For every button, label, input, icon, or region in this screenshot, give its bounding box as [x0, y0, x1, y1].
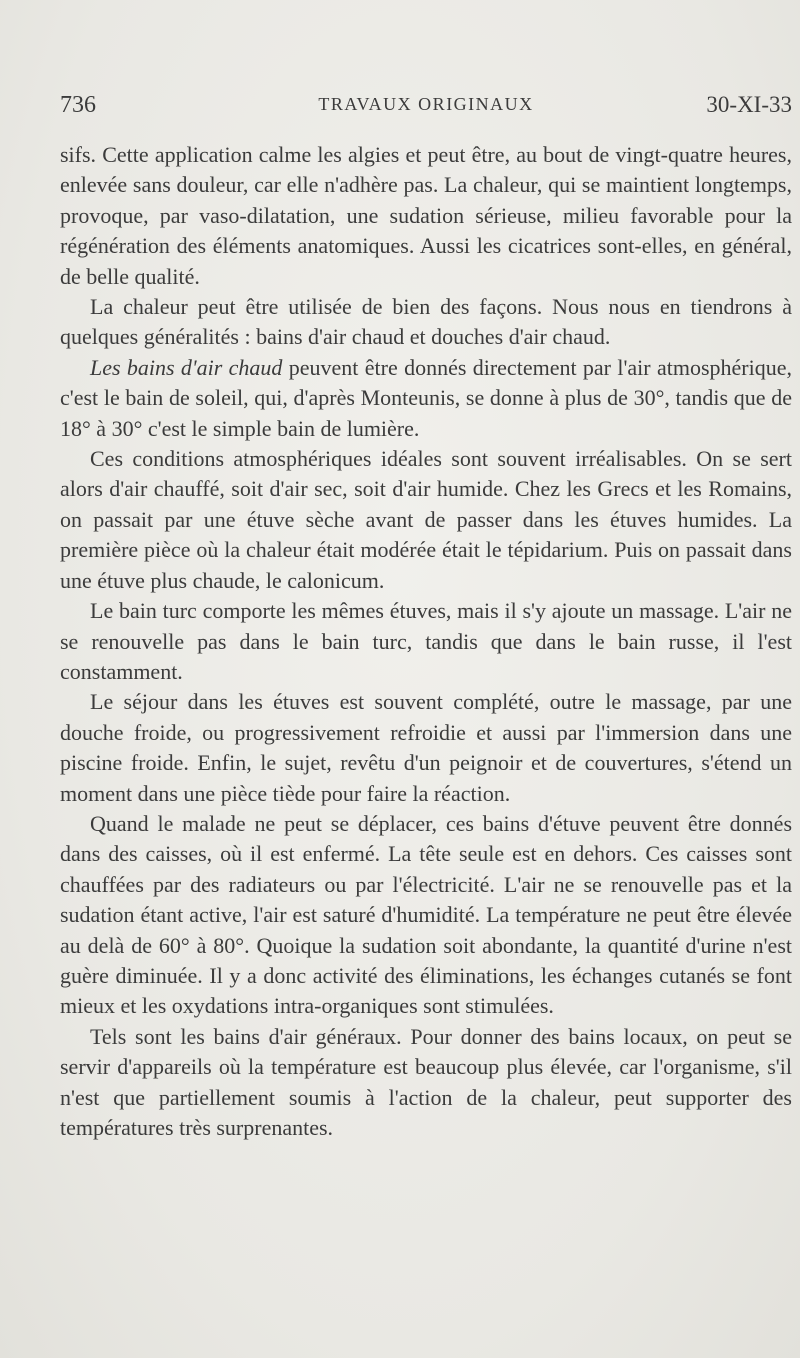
paragraph: Ces conditions atmosphériques idéales sont souvent irréalisables. On se sert alors d'air chauffé, soit d'air sec, soit d'air humide. Chez les Grecs et les Romains, on passait par une étuve sèche avant de passer dans les étuves humides. La première pièce où la chaleur était modérée était le tépidarium. Puis on passait dans une étuve plus chaude, le calonicum.: [60, 446, 792, 593]
page-number: 736: [60, 92, 96, 118]
paragraph: Le bain turc comporte les mêmes étuves, mais il s'y ajoute un massage. L'air ne se renouvelle pas dans le bain turc, tandis que dans le bain russe, il l'est constamment.: [60, 598, 792, 684]
issue-date: 30-XI-33: [706, 92, 792, 117]
article-body: [60, 140, 792, 1143]
paragraph-text: peuvent être donnés directement par l'air atmosphérique, c'est le bain de soleil, qui, d'après Monteunis, se donne à plus de 30°, tandis que de 18° à 30° c'est le simple bain de lumière.: [60, 354, 792, 441]
paragraph: La chaleur peut être utilisée de bien des façons. Nous nous en tiendrons à quelques généralités : bains d'air chaud et douches d'air chaud.: [60, 294, 792, 350]
section-lead-italic: Les bains d'air chaud: [90, 354, 283, 380]
running-head: TRAVAUX ORIGINAUX: [318, 94, 534, 114]
paragraph: [60, 353, 792, 444]
page-header: [60, 92, 792, 126]
paragraph: Le séjour dans les étuves est souvent complété, outre le massage, par une douche froide, ou progressivement refroidie et aussi par l'immersion dans une piscine froide. Enfin, le sujet, revêtu d'un peignoir et de couvertures, s'étend un moment dans une pièce tiède pour faire la réaction.: [60, 689, 792, 806]
paragraph: Quand le malade ne peut se déplacer, ces bains d'étuve peuvent être donnés dans des caisses, où il est enfermé. La tête seule est en dehors. Ces caisses sont chauffées par des radiateurs ou par l'électricité. L'air ne se renouvelle pas et la sudation étant active, l'air est saturé d'humidité. La température ne peut être élevée au delà de 60° à 80°. Quoique la sudation soit abondante, la quantité d'urine n'est guère diminuée. Il y a donc activité des éliminations, les échanges cutanés se font mieux et les oxydations intra-organiques sont stimulées.: [60, 810, 792, 1019]
paragraph: Tels sont les bains d'air généraux. Pour donner des bains locaux, on peut se servir d'appareils où la température est beaucoup plus élevée, car l'organisme, s'il n'est que partiellement soumis à l'action de la chaleur, peut supporter des températures très surprenantes.: [60, 1023, 792, 1140]
paragraph: sifs. Cette application calme les algies et peut être, au bout de vingt-quatre heures, enlevée sans douleur, car elle n'adhère pas. La chaleur, qui se maintient longtemps, provoque, par vaso-dilatation, une sudation sérieuse, milieu favorable pour la régénération des éléments anatomiques. Aussi les cicatrices sont-elles, en général, de belle qualité.: [60, 142, 792, 289]
